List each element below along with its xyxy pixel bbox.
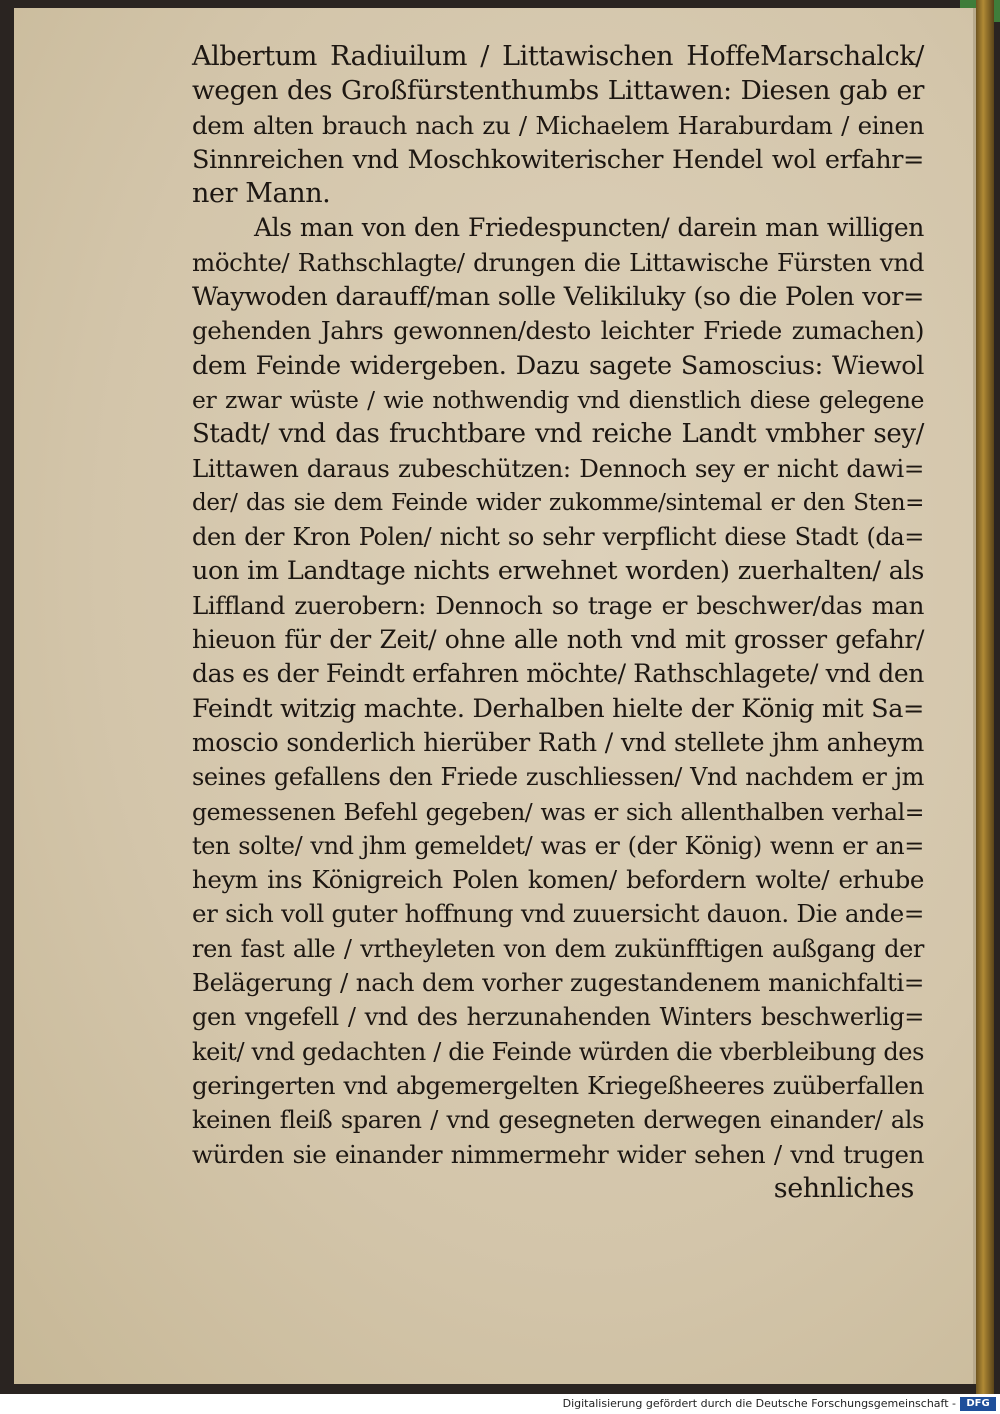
text-line: keinen fleiß sparen / vnd gesegneten derwegen einander/ als: [192, 1106, 924, 1135]
text-line: Littawen daraus zubeschützen: Dennoch sey er nicht dawi=: [192, 453, 924, 483]
text-line: moscio sonderlich hierüber Rath / vnd stellete jhm anheym: [192, 727, 924, 757]
text-line: Belägerung / nach dem vorher zugestandenem manichfalti=: [192, 968, 924, 998]
text-line: seines gefallens den Friede zuschliessen/ Vnd nachdem er jm: [192, 763, 924, 792]
text-line: dem alten brauch nach zu / Michaelem Haraburdam / einen: [192, 110, 924, 140]
dfg-logo: DFG: [960, 1397, 996, 1411]
text-line: hieuon für der Zeit/ ohne alle noth vnd mit grosser gefahr/: [192, 625, 924, 655]
text-line: gemessenen Befehl gegeben/ was er sich allenthalben verhal=: [192, 797, 924, 826]
text-line: heym ins Königreich Polen komen/ befordern wolte/ erhube: [192, 865, 924, 895]
book-page-edge: [976, 0, 994, 1394]
text-line: würden sie einander nimmermehr wider sehen / vnd trugen: [192, 1139, 924, 1169]
text-line: ner Mann.: [192, 178, 331, 210]
funding-credit: Digitalisierung gefördert durch die Deutsche Forschungsgemeinschaft -: [562, 1397, 956, 1410]
text-line: uon im Landtage nichts erwehnet worden) zuerhalten/ als: [192, 556, 924, 587]
text-line: er sich voll guter hoffnung vnd zuuersicht dauon. Die ande=: [192, 899, 924, 929]
text-line: geringerten vnd abgemergelten Kriegeßheeres zuüberfallen: [192, 1070, 924, 1100]
text-line: ten solte/ vnd jhm gemeldet/ was er (der König) wenn er an=: [192, 831, 924, 860]
text-line: möchte/ Rathschlagte/ drungen die Littawische Fürsten vnd: [192, 247, 924, 277]
catchword: sehnliches: [773, 1172, 914, 1204]
text-line: den der Kron Polen/ nicht so sehr verpflicht diese Stadt (da=: [192, 523, 924, 552]
paragraph-start-line: Als man von den Friedespuncten/ darein man willigen: [254, 213, 924, 243]
body-text: [192, 40, 924, 1206]
text-line: dem Feinde widergeben. Dazu sagete Samoscius: Wiewol: [192, 350, 924, 381]
text-line: der/ das sie dem Feinde wider zukomme/sintemal er den Sten=: [192, 489, 924, 516]
text-line: Liffland zuerobern: Dennoch so trage er beschwer/das man: [192, 590, 924, 620]
text-line: das es der Feindt erfahren möchte/ Rathschlagete/ vnd den: [192, 659, 924, 689]
digitization-footer: [0, 1394, 1000, 1414]
text-line: Stadt/ vnd das fruchtbare vnd reiche Landt vmbher sey/: [192, 419, 924, 450]
text-line: gen vngefell / vnd des herzunahenden Winters beschwerlig=: [192, 1003, 924, 1032]
text-line: Sinnreichen vnd Moschkowiterischer Hendel wol erfahr=: [192, 144, 924, 175]
text-line: keit/ vnd gedachten / die Feinde würden die vberbleibung des: [192, 1037, 924, 1066]
text-line: wegen des Großfürstenthumbs Littawen: Diesen gab er: [192, 75, 924, 107]
text-line: gehenden Jahrs gewonnen/desto leichter Friede zumachen): [192, 316, 924, 346]
text-line: Feindt witzig machte. Derhalben hielte der König mit Sa=: [192, 693, 924, 724]
text-line: ren fast alle / vrtheyleten von dem zukünfftigen außgang der: [192, 934, 924, 963]
text-line: Albertum Radiuilum / Littawischen HoffeMarschalck/: [192, 41, 924, 72]
text-line: er zwar wüste / wie nothwendig vnd dienstlich diese gelegene: [192, 385, 924, 414]
text-line: Waywoden darauff/man solle Velikiluky (so die Polen vor=: [192, 282, 924, 313]
